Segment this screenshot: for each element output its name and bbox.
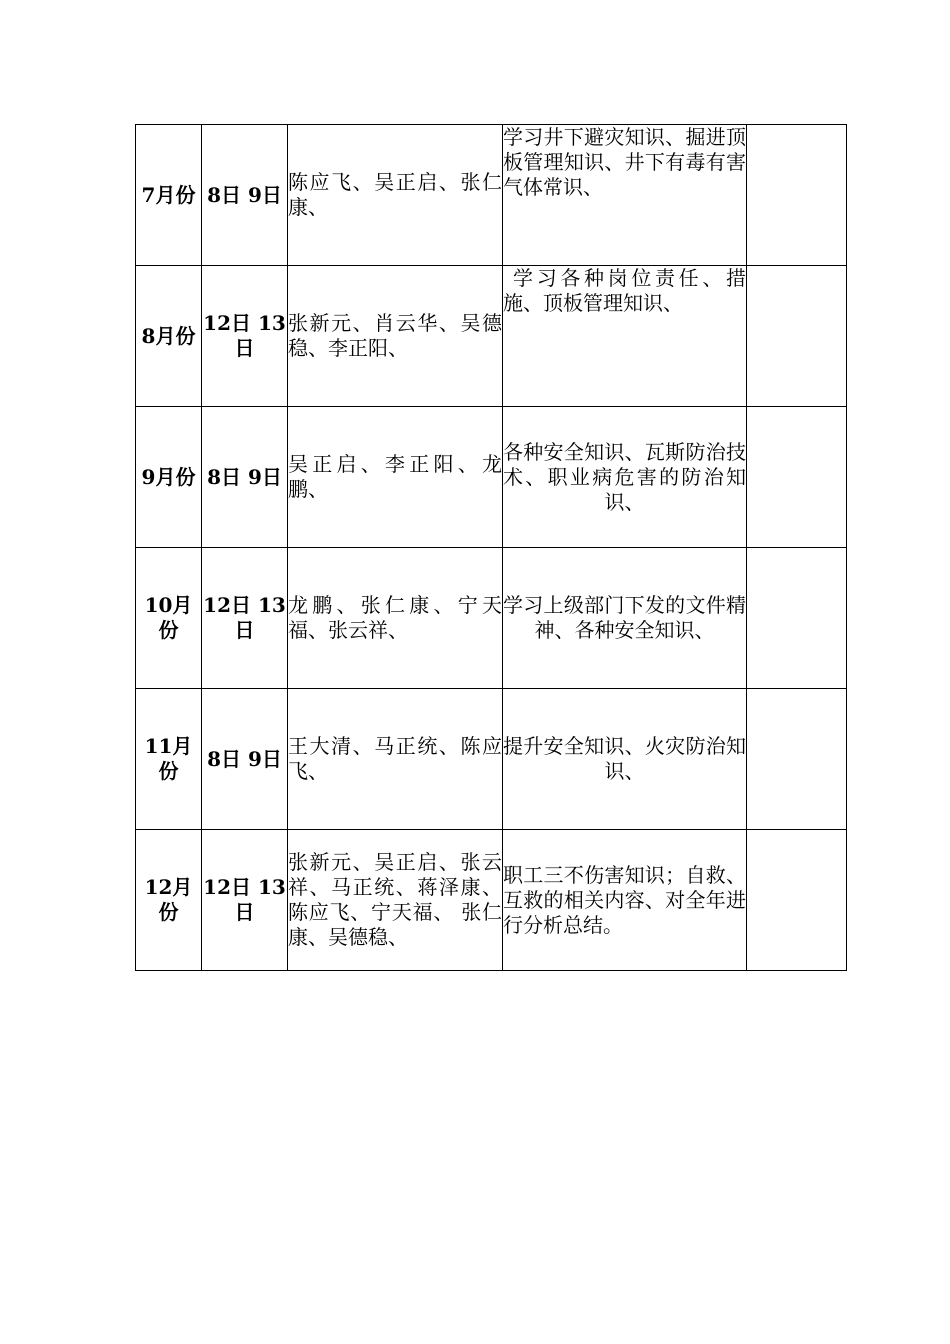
participants-text: 张新元、肖云华、吴德稳、李正阳、 <box>288 311 502 360</box>
participants-cell <box>288 266 503 407</box>
content-text: 学习上级部门下发的文件精神、各种安全知识、 <box>503 593 746 642</box>
participants-cell <box>288 407 503 548</box>
date-cell: 12日 13日 <box>202 266 288 407</box>
participants-text: 陈应飞、吴正启、张仁康、 <box>288 170 502 219</box>
note-cell <box>747 689 847 830</box>
table-row <box>136 125 847 266</box>
table-row <box>136 407 847 548</box>
table-row <box>136 830 847 971</box>
content-cell <box>503 266 747 407</box>
note-cell <box>747 407 847 548</box>
content-cell <box>503 548 747 689</box>
month-cell: 11月份 <box>136 689 202 830</box>
month-cell: 7月份 <box>136 125 202 266</box>
participants-cell <box>288 830 503 971</box>
date-cell: 8日 9日 <box>202 125 288 266</box>
participants-text: 王大清、马正统、陈应飞、 <box>288 734 502 783</box>
content-cell <box>503 830 747 971</box>
content-cell <box>503 407 747 548</box>
participants-text: 张新元、吴正启、张云祥、马正统、蒋泽康、陈应飞、宁天福、 张仁康、吴德稳、 <box>288 850 502 949</box>
content-text: 提升安全知识、火灾防治知识、 <box>503 734 746 783</box>
date-cell: 8日 9日 <box>202 407 288 548</box>
month-cell: 9月份 <box>136 407 202 548</box>
participants-text: 龙鹏、张仁康、宁天福、张云祥、 <box>288 593 502 642</box>
note-cell <box>747 830 847 971</box>
note-cell <box>747 548 847 689</box>
content-text: 各种安全知识、瓦斯防治技术、职业病危害的防治知识、 <box>503 439 746 514</box>
table-row <box>136 266 847 407</box>
month-cell: 10月份 <box>136 548 202 689</box>
participants-cell <box>288 689 503 830</box>
table-row <box>136 689 847 830</box>
participants-cell <box>288 548 503 689</box>
participants-cell <box>288 125 503 266</box>
training-schedule-table <box>135 124 847 971</box>
content-cell <box>503 689 747 830</box>
participants-text: 吴正启、李正阳、龙鹏、 <box>288 452 502 501</box>
date-cell: 12日 13日 <box>202 830 288 971</box>
date-cell: 8日 9日 <box>202 689 288 830</box>
note-cell <box>747 266 847 407</box>
content-text: 职工三不伤害知识；自救、互救的相关内容、对全年进行分析总结。 <box>503 862 746 937</box>
content-text: 学习各种岗位责任、措施、顶板管理知识、 <box>503 266 747 315</box>
content-text: 学习井下避灾知识、掘进顶板管理知识、井下有毒有害气体常识、 <box>503 125 746 199</box>
month-cell: 8月份 <box>136 266 202 407</box>
table-row <box>136 548 847 689</box>
content-cell <box>503 125 747 266</box>
date-cell: 12日 13日 <box>202 548 288 689</box>
month-cell: 12月份 <box>136 830 202 971</box>
note-cell <box>747 125 847 266</box>
